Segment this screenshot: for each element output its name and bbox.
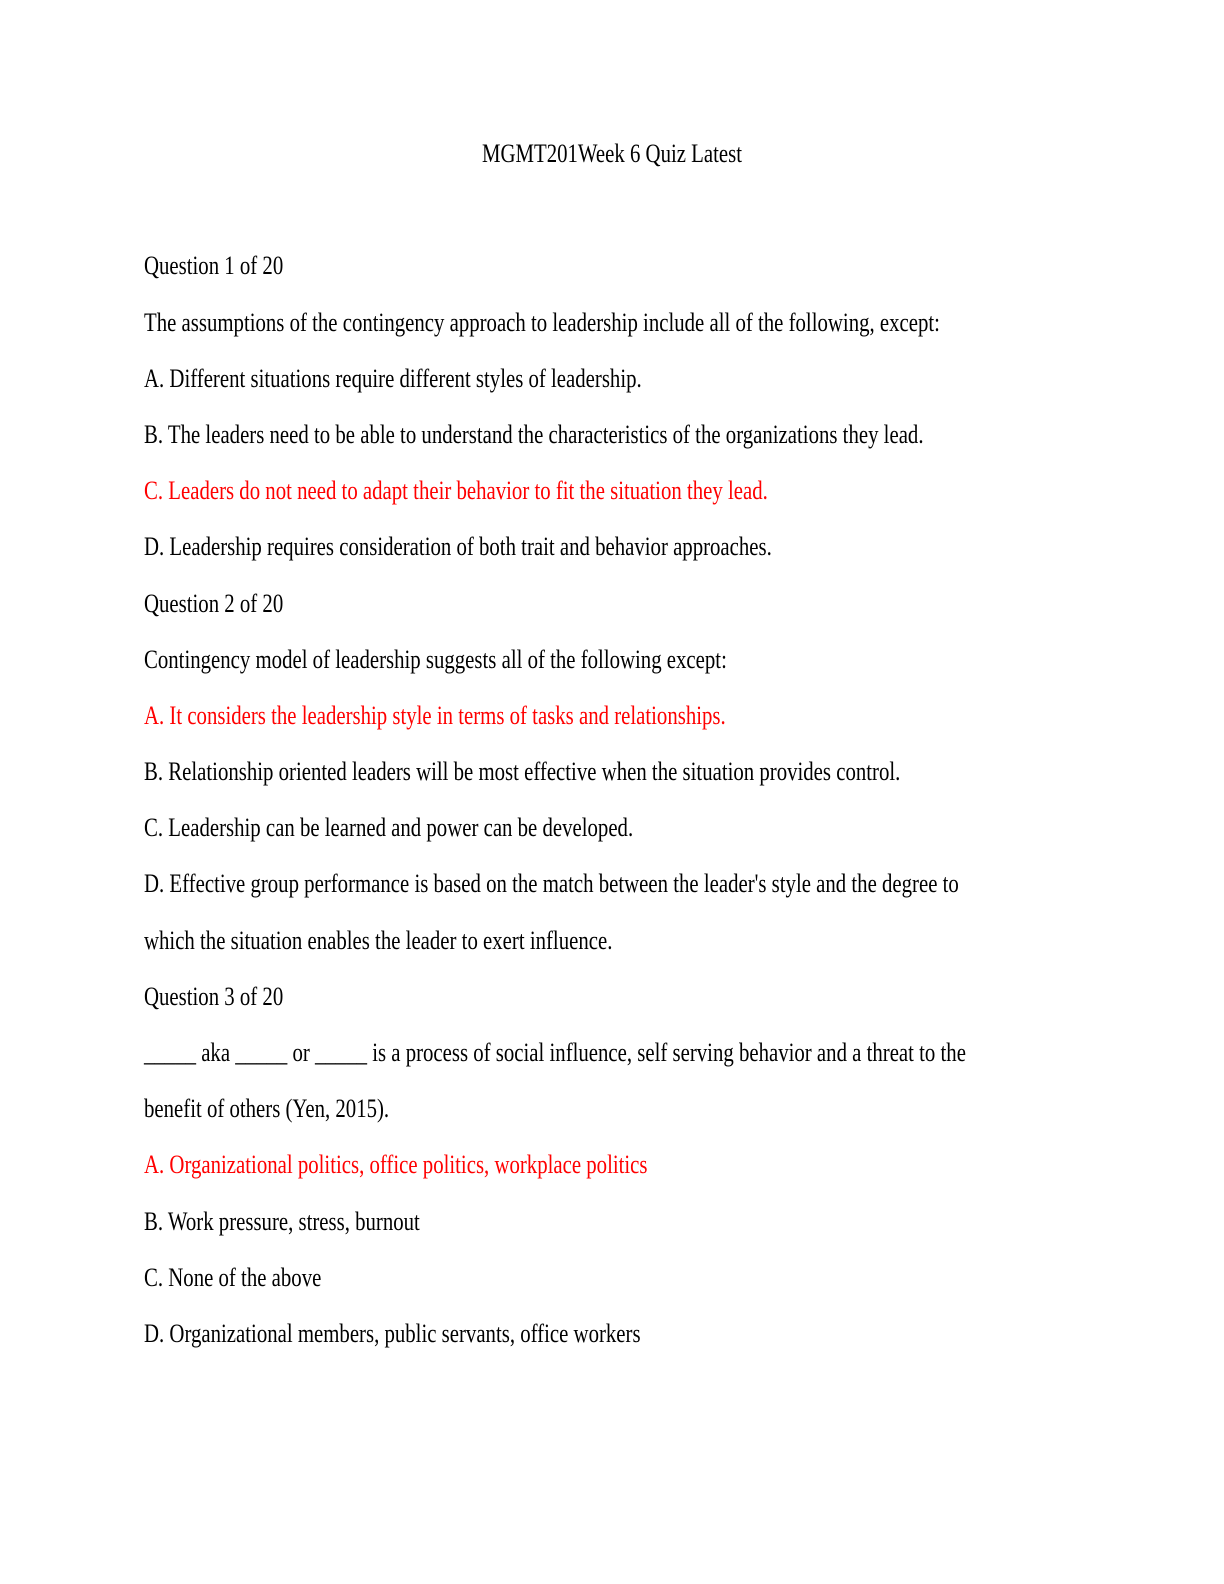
- question-1-header: Question 1 of 20: [144, 251, 284, 281]
- question-2-option-d-line-2: which the situation enables the leader to exert influence.: [144, 925, 613, 955]
- question-1-option-b: B. The leaders need to be able to understand the characteristics of the organizations they lead.: [144, 419, 924, 449]
- question-3-stem-line-1: _____ aka _____ or _____ is a process of social influence, self serving behavior and a threat to the: [144, 1038, 966, 1067]
- document-body: [144, 126, 1080, 1362]
- question-1-option-d: D. Leadership requires consideration of both trait and behavior approaches.: [144, 532, 772, 562]
- blank-line: [144, 182, 893, 238]
- question-3-header: Question 3 of 20: [144, 981, 284, 1011]
- question-1-option-c-correct-answer: C. Leaders do not need to adapt their behavior to fit the situation they lead.: [144, 476, 768, 506]
- question-2-stem: Contingency model of leadership suggests all of the following except:: [144, 644, 727, 674]
- question-2-option-c: C. Leadership can be learned and power can be developed.: [144, 813, 634, 843]
- question-3-option-b: B. Work pressure, stress, burnout: [144, 1206, 420, 1236]
- question-3-option-c: C. None of the above: [144, 1262, 322, 1292]
- document-title: MGMT201Week 6 Quiz Latest: [482, 139, 742, 168]
- question-2-option-b: B. Relationship oriented leaders will be most effective when the situation provides control.: [144, 757, 901, 787]
- question-1-stem: The assumptions of the contingency approach to leadership include all of the following, except:: [144, 307, 940, 337]
- question-2-option-a-correct-answer: A. It considers the leadership style in terms of tasks and relationships.: [144, 700, 726, 730]
- question-3-stem-line-2: benefit of others (Yen, 2015).: [144, 1094, 390, 1124]
- question-3-option-a-correct-answer: A. Organizational politics, office politics, workplace politics: [144, 1150, 648, 1180]
- question-3-option-d: D. Organizational members, public servants, office workers: [144, 1318, 641, 1348]
- question-1-option-a: A. Different situations require different styles of leadership.: [144, 363, 642, 393]
- question-2-option-d-line-1: D. Effective group performance is based on the match between the leader's style and the degree to: [144, 869, 959, 899]
- question-2-header: Question 2 of 20: [144, 588, 284, 618]
